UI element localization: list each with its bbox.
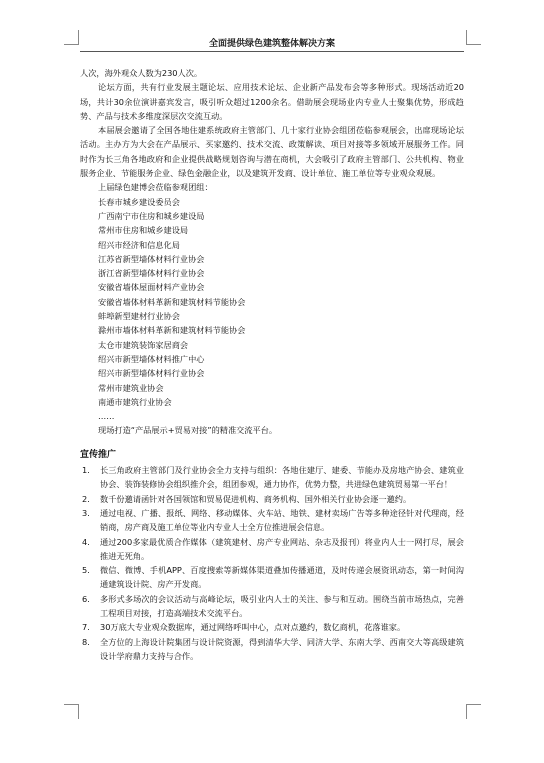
promotion-item-number: 3. (82, 507, 90, 518)
list-item: 绍兴市新型墙体材料行业协会 (98, 368, 205, 379)
promotion-item (80, 492, 464, 506)
header-rule (80, 51, 464, 52)
promotion-item-text: 数千份邀请函针对各国领馆和贸易促进机构、商务机构、国外相关行业协会逐一邀约。 (100, 493, 412, 504)
promotion-item-text: 通过电视、广播、报纸、网络、移动媒体、火车站、地铁、建材卖场广告等多种途径针对代理商，经销商，房产商及施工单位等业内专业人士全方位推进展会信息。 (100, 507, 464, 533)
promotion-item-text: 长三角政府主管部门及行业协会全力支持与组织：各地住建厅、建委、节能办及房地产协会、建筑业协会、装饰装修协会组织推介会，组团参观，通力协作，优势力整，共进绿色建筑贸易第一平台！ (100, 465, 464, 490)
promotion-item-text: 通过200多家最优质合作媒体（建筑建材、房产专业网站、杂志及报刊）将业内人士一网打尽，展会推进无死角。 (100, 536, 464, 561)
crop-mark-bottom-left (64, 704, 79, 719)
promotion-item-number: 8. (82, 636, 90, 647)
promotion-item-text: 全方位的上海设计院集团与设计院资源，得到清华大学、同济大学、东南大学、西南交大等高级建筑设计学府鼎力支持与合作。 (100, 636, 464, 661)
list-item: 安徽省墙体屋面材料产业协会 (98, 282, 205, 293)
promotion-item-number: 6. (82, 593, 90, 604)
promotion-item-number: 5. (82, 565, 90, 576)
paragraph-forum: 论坛方面，共有行业发展主题论坛、应用技术论坛、企业新产品发布会等多种形式。现场活动近20场，共计30余位演讲嘉宾发言，吸引听众超过1200余名。借助展会现场业内专业人士聚集优势，形成趋势、产品与技术多维度深层次交流互动。 (80, 82, 464, 121)
paragraph-delegation-intro: 上届绿色建博会莅临参观团组： (98, 182, 213, 193)
list-item: 浙江省新型墙体材料行业协会 (98, 268, 205, 279)
list-item: 南通市建筑行业协会 (98, 396, 172, 407)
document-body (80, 66, 464, 663)
list-item: 安徽省墙体材料革新和建筑材料节能协会 (98, 296, 246, 307)
promotion-item-text: 微信、微博、手机APP、百度搜索等新媒体渠道叠加传播通道，及时传递会展资讯动态，第一时间沟通建筑设计院、房产开发商。 (100, 565, 464, 590)
promotion-item (80, 506, 464, 535)
promotion-item-number: 1. (82, 465, 90, 476)
list-item: 滁州市墙体材料革新和建筑材料节能协会 (98, 325, 246, 336)
paragraph-closing: 现场打造“产品展示+贸易对接”的精准交流平台。 (98, 425, 278, 436)
delegation-list (80, 195, 464, 424)
promotion-item-number: 4. (82, 536, 90, 547)
promotion-item (80, 463, 464, 492)
paragraph-delegations: 本届展会邀请了全国各地住建系统政府主管部门、几十家行业协会组团莅临参观展会，出席现场论坛活动。主办方为大会在产品展示、买家邀约、技术交流、政策解读、项目对接等多领域开展服务工作。同时作为长三角各地政府和企业提供战略规划咨询与潜在商机，大会吸引了政府主管部门、公共机构、物业服务企业、节能服务企业、绿色金融企业，以及建筑开发商、设计单位、施工单位等专业观众观展。 (80, 125, 464, 179)
list-item: 广西南宁市住房和城乡建设局 (98, 210, 205, 221)
promotion-list (80, 463, 464, 663)
list-item: 蚌埠新型建材行业协会 (98, 311, 180, 322)
list-item: 绍兴市新型墙体材料推广中心 (98, 353, 205, 364)
list-item: 太仓市建筑装饰家居商会 (98, 339, 189, 350)
promotion-item (80, 535, 464, 564)
promotion-item-text: 多形式多场次的会议活动与高峰论坛，吸引业内人士的关注、参与和互动。围绕当前市场热点，完善工程项目对接，打造高端技术交流平台。 (100, 593, 464, 618)
promotion-item (80, 620, 464, 634)
list-item: 常州市住房和城乡建设局 (98, 225, 189, 236)
section-heading-promotion: 宣传推广 (80, 449, 117, 460)
promotion-item (80, 592, 464, 621)
list-item: 绍兴市经济和信息化局 (98, 239, 180, 250)
list-item: 常州市建筑业协会 (98, 382, 164, 393)
promotion-item (80, 563, 464, 592)
list-item-ellipsis: …… (98, 411, 115, 422)
promotion-item (80, 635, 464, 664)
list-item: 江苏省新型墙体材料行业协会 (98, 253, 205, 264)
list-item: 长春市城乡建设委员会 (98, 196, 180, 207)
paragraph-audience: 人次，海外观众人数为230人次。 (80, 68, 203, 78)
promotion-item-text: 30万底大专业观众数据库，通过网络呼叫中心，点对点邀约，数亿商机，花落谁家。 (100, 622, 406, 633)
promotion-item-number: 2. (82, 493, 90, 504)
promotion-item-number: 7. (82, 622, 90, 633)
crop-mark-bottom-right (466, 704, 481, 719)
page-header-title: 全面提供绿色建筑整体解决方案 (208, 39, 335, 49)
